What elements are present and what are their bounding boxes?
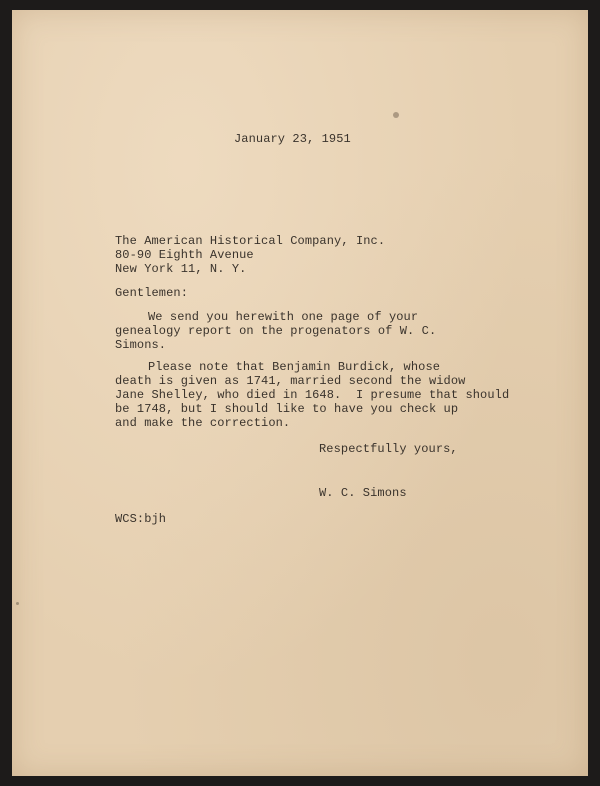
paragraph-2-line-4: be 1748, but I should like to have you check up: [115, 402, 459, 416]
paragraph-2-line-5: and make the correction.: [115, 416, 291, 430]
salutation: Gentlemen:: [115, 286, 189, 300]
paper-speck: [393, 112, 399, 118]
paragraph-2-line-3: Jane Shelley, who died in 1648. I presume that should: [115, 388, 510, 402]
paragraph-1-line-3: Simons.: [115, 338, 167, 352]
paper-speck: [16, 602, 19, 605]
reference-initials: WCS:bjh: [115, 512, 167, 526]
recipient-line-3: New York 11, N. Y.: [115, 262, 247, 276]
letter-date: January 23, 1951: [234, 132, 351, 146]
paragraph-2-line-1: Please note that Benjamin Burdick, whose: [148, 360, 441, 374]
recipient-line-2: 80-90 Eighth Avenue: [115, 248, 254, 262]
signature-name: W. C. Simons: [319, 486, 407, 500]
recipient-line-1: The American Historical Company, Inc.: [115, 234, 386, 248]
paragraph-1-line-2: genealogy report on the progenators of W. C.: [115, 324, 437, 338]
closing: Respectfully yours,: [319, 442, 458, 456]
paragraph-1-line-1: We send you herewith one page of your: [148, 310, 419, 324]
letter-page: [12, 10, 588, 776]
paragraph-2-line-2: death is given as 1741, married second the widow: [115, 374, 466, 388]
